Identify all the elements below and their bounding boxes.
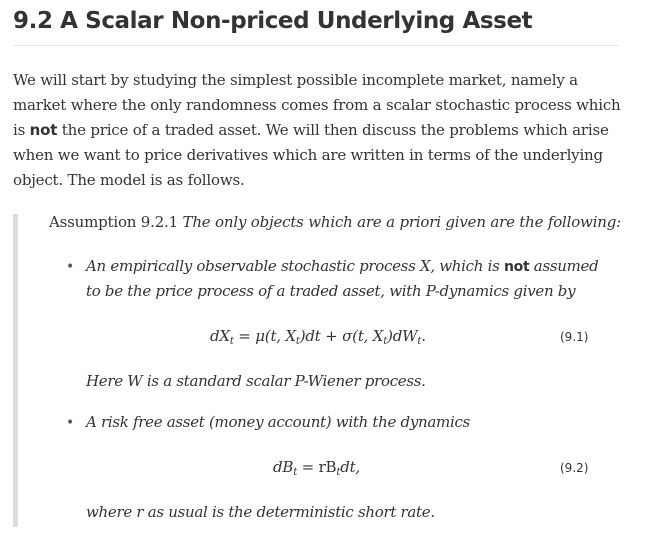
item-1-emphasis-not: not [503, 259, 530, 275]
intro-paragraph [13, 68, 633, 193]
equation-number-9-1: (9.1) [560, 330, 589, 344]
assumption-statement: The only objects which are a priori given are the following: [182, 213, 622, 231]
assumption-block-bar [13, 214, 18, 527]
assumption-label: Assumption 9.2.1 [49, 213, 178, 231]
assumption-heading [49, 213, 621, 231]
equation-9-1: $dX_t = \mu(t$, $X_t)dt + \sigma(t$, $X_t)dW_t$. [210, 327, 426, 347]
intro-line-2: market where the only randomness comes from a scalar stochastic process which [13, 96, 621, 114]
item-1-after: Here W is a standard scalar P-Wiener process. [86, 372, 426, 390]
intro-emphasis-not: not [29, 121, 58, 139]
item-2-after: where r as usual is the deterministic short rate. [86, 503, 435, 521]
item-1-line-2: to be the price process of a traded asset, with P-dynamics given by [86, 282, 576, 300]
intro-line-4: when we want to price derivatives which are written in terms of the underlying [13, 146, 603, 164]
intro-line-3 [13, 118, 633, 143]
bullet-1: • [66, 259, 75, 275]
item-2-line-1: A risk free asset (money account) with the dynamics [86, 413, 470, 431]
equation-number-9-2: (9.2) [560, 461, 589, 475]
bullet-2: • [66, 415, 75, 431]
section-title: 9.2 A Scalar Non-priced Underlying Asset [13, 8, 533, 34]
intro-line-3-post: the price of a traded asset. We will then discuss the problems which arise [57, 121, 609, 139]
item-1-line-1-post: assumed [529, 257, 599, 275]
title-divider [13, 45, 619, 46]
item-1-line-1 [86, 257, 598, 275]
intro-line-1: We will start by studying the simplest possible incomplete market, namely a [13, 71, 578, 89]
item-1-line-1-pre: An empirically observable stochastic process X, which is [86, 257, 504, 275]
equation-9-2: $dB_t = rB_tdt$, [273, 458, 361, 478]
intro-line-5: object. The model is as follows. [13, 171, 245, 189]
intro-line-3-pre: is [13, 121, 30, 139]
